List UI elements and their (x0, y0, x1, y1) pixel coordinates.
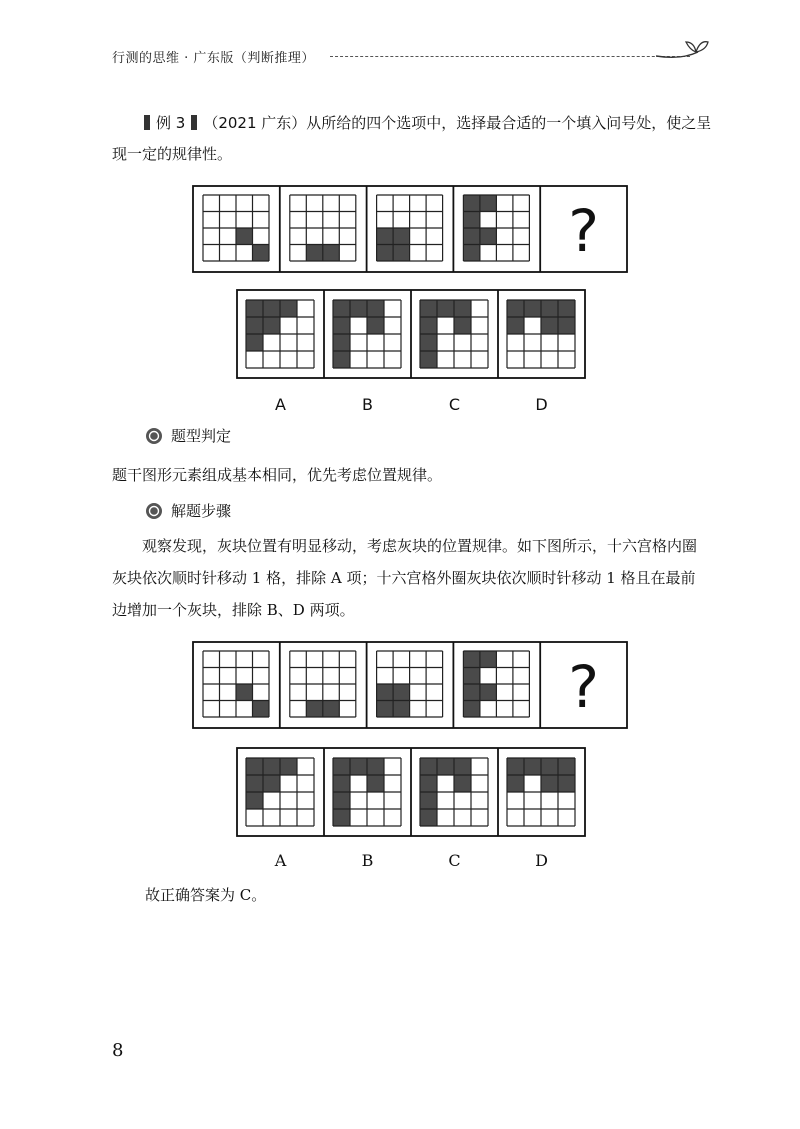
type-heading: 题型判定 (171, 427, 232, 445)
steps-text: 观察发现，灰块位置有明显移动，考虑灰块的位置规律。如下图所示，十六宫格内圈灰块依次顺时针移动 1 格，排除 A 项；十六宫格外圈灰块依次顺时针移动 1 格且在最前边增加一个灰块，排除 B、D 两项。 (112, 537, 698, 619)
option-label: B (362, 395, 373, 414)
shaded-cell (507, 758, 524, 775)
shaded-cell (246, 792, 263, 809)
shaded-cell (463, 684, 480, 701)
running-header: 行测的思维 · 广东版（判断推理） (112, 51, 315, 66)
shaded-cell (463, 668, 480, 685)
example-label: 例 3 (156, 114, 186, 132)
sequence-grid (463, 651, 529, 717)
example-question-text: 从所给的四个选项中，选择最合适的一个填入问号处，使之呈现一定的规律性。 (112, 114, 712, 163)
answer-text: 故正确答案为 C。 (145, 886, 267, 904)
shaded-cell (393, 701, 410, 718)
shaded-cell (420, 792, 437, 809)
shaded-cell (263, 775, 280, 792)
type-text: 题干图形元素组成基本相同，优先考虑位置规律。 (112, 466, 443, 484)
option-grid (420, 758, 488, 826)
shaded-cell (263, 758, 280, 775)
shaded-cell (437, 758, 454, 775)
shaded-cell (420, 758, 437, 775)
page-number: 8 (112, 1040, 124, 1061)
option-label: B (361, 851, 374, 870)
question-mark: ? (568, 197, 599, 265)
shaded-cell (507, 775, 524, 792)
shaded-cell (393, 684, 410, 701)
shaded-cell (524, 758, 541, 775)
option-label: D (535, 395, 548, 414)
shaded-cell (558, 775, 575, 792)
option-label: A (275, 395, 286, 414)
shaded-cell (333, 792, 350, 809)
sequence-grid (203, 651, 269, 717)
shaded-cell (333, 775, 350, 792)
shaded-cell (420, 775, 437, 792)
option-grid (246, 758, 314, 826)
shaded-cell (246, 775, 263, 792)
sequence-grid (377, 651, 443, 717)
shaded-cell (480, 684, 497, 701)
shaded-cell (236, 684, 253, 701)
option-label: A (274, 851, 287, 870)
option-grid (333, 758, 401, 826)
shaded-cell (333, 758, 350, 775)
shaded-cell (541, 775, 558, 792)
shaded-cell (333, 809, 350, 826)
shaded-cell (463, 651, 480, 668)
question-mark: ? (568, 653, 599, 721)
steps-heading: 解题步骤 (171, 502, 232, 520)
option-label: D (535, 851, 548, 870)
option-label: C (448, 395, 461, 414)
shaded-cell (463, 701, 480, 718)
sequence-grid (290, 651, 356, 717)
shaded-cell (323, 701, 340, 718)
shaded-cell (306, 701, 323, 718)
shaded-cell (480, 651, 497, 668)
example-source: （2021 广东） (203, 114, 307, 132)
shaded-cell (420, 809, 437, 826)
shaded-cell (367, 758, 384, 775)
shaded-cell (541, 758, 558, 775)
shaded-cell (558, 758, 575, 775)
shaded-cell (246, 758, 263, 775)
shaded-cell (454, 758, 471, 775)
option-label: C (448, 851, 461, 870)
shaded-cell (253, 701, 270, 718)
shaded-cell (350, 758, 367, 775)
shaded-cell (280, 758, 297, 775)
shaded-cell (367, 775, 384, 792)
shaded-cell (454, 775, 471, 792)
option-grid (507, 758, 575, 826)
shaded-cell (377, 701, 394, 718)
shaded-cell (377, 684, 394, 701)
